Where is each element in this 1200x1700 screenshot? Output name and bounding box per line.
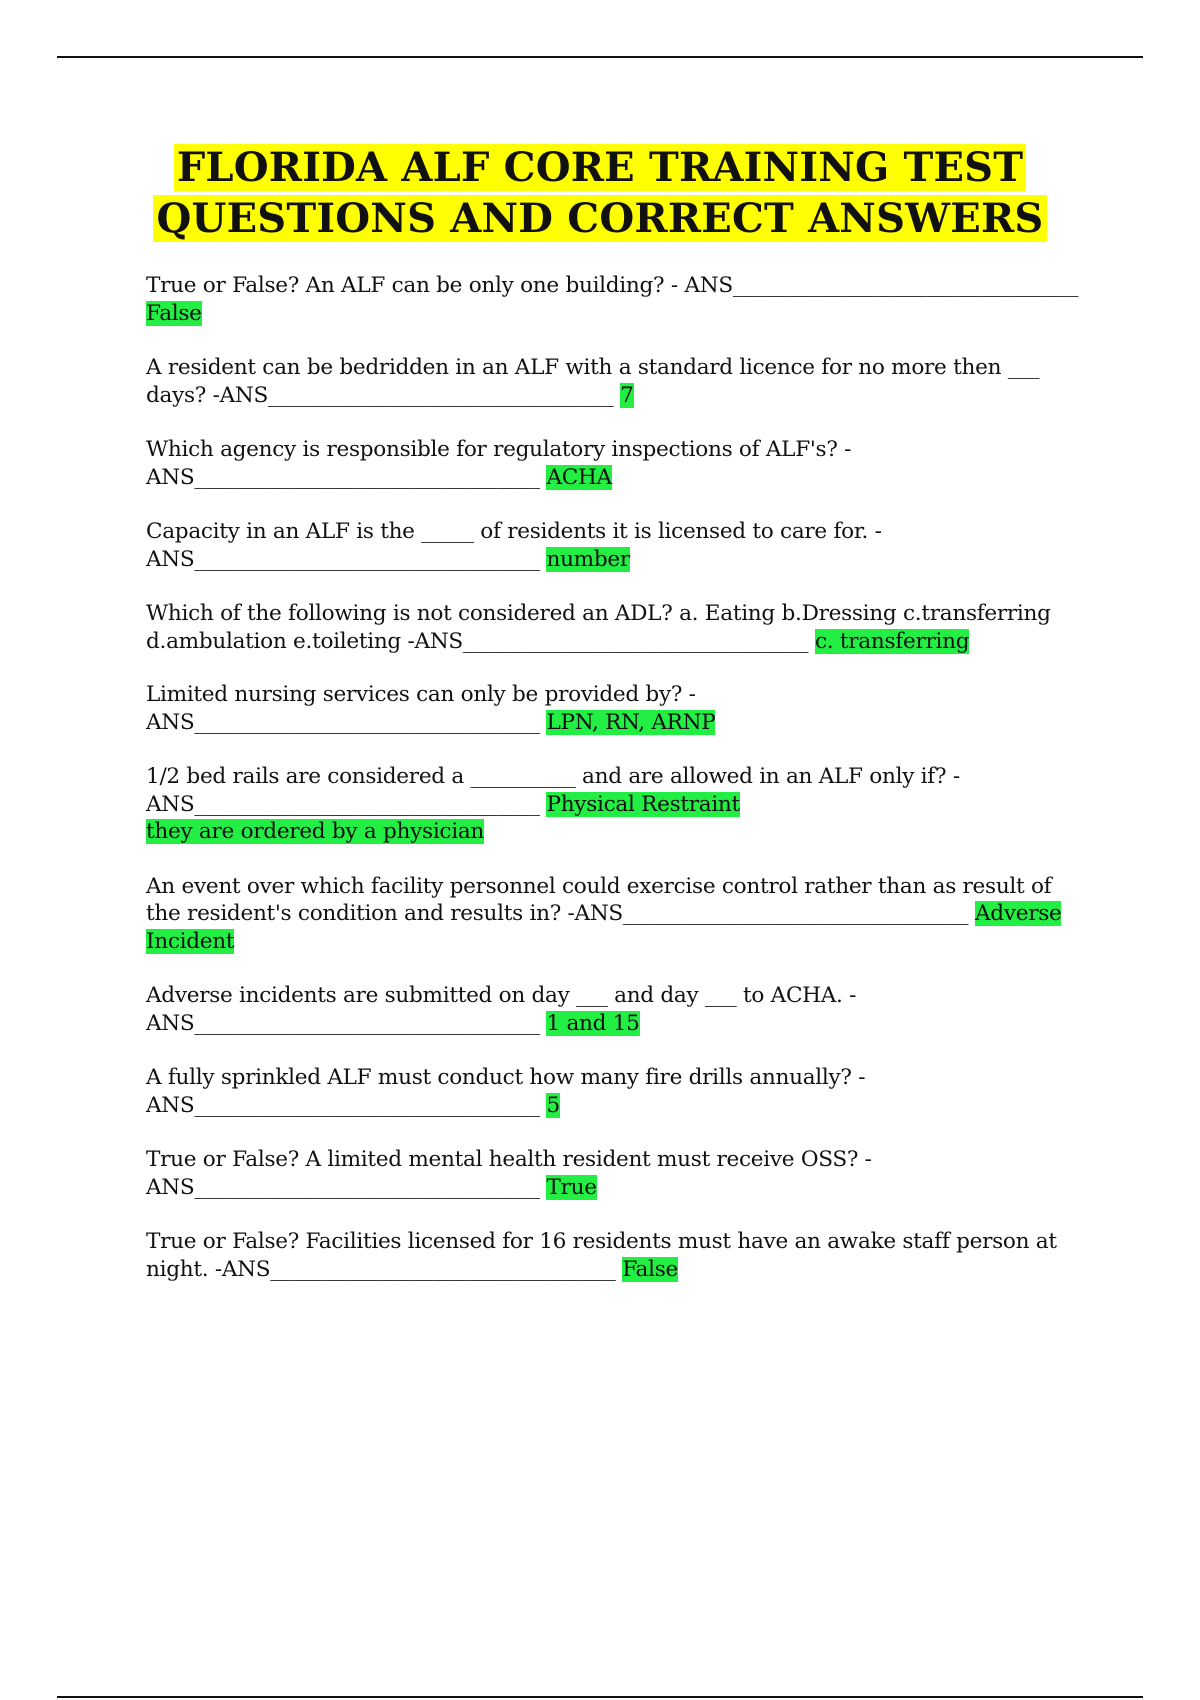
title-line-1: FLORIDA ALF CORE TRAINING TEST [174,144,1026,191]
answer-highlight: False [622,1256,678,1282]
qa-list [146,272,1086,1310]
ans-prefix: e.toileting -ANS [293,628,463,654]
question-text: Which agency is responsible for regulatory inspections of ALF's? - [146,437,852,462]
answer-blank: ________________________________ [194,1174,540,1200]
ans-prefix: ANS [146,1092,195,1118]
answer-blank: ________________________________ [194,464,540,490]
answer-highlight: 7 [620,382,634,408]
option-text: d.ambulation [146,628,287,654]
answer-highlight: 5 [546,1092,560,1118]
answer-blank: ________________________________ [270,1256,616,1282]
answer-blank: ________________________________ [194,709,540,735]
answer-blank: ________________________________ [194,546,540,572]
answer-highlight: number [546,546,630,572]
ans-prefix: ANS [684,273,733,298]
answer-highlight: True [546,1174,597,1200]
answer-blank: ________________________________ [194,1092,540,1118]
ans-prefix: ANS [146,1010,195,1036]
ans-prefix: night. -ANS [146,1256,271,1282]
title-line-2: QUESTIONS AND CORRECT ANSWERS [153,195,1046,242]
question-text: Adverse incidents are submitted on day ___ and day ___ to ACHA. - [146,983,857,1008]
qa-item [146,1064,1086,1119]
answer-blank: ________________________________ [732,273,1079,298]
question-text: 1/2 bed rails are considered a __________ and are allowed in an ALF only if? - [146,764,960,789]
qa-item [146,681,1086,736]
option-text: a. Eating [679,601,775,626]
ans-prefix: ANS [146,791,195,817]
question-text: True or False? Facilities licensed for 16 residents must have an awake staff person at [146,1229,1057,1254]
answer-blank: ________________________________ [622,901,969,926]
answer-blank: ________________________________ [462,628,809,654]
ans-prefix: days? -ANS [146,382,268,408]
qa-item [146,518,1086,573]
question-text: A fully sprinkled ALF must conduct how many fire drills annually? - [146,1065,866,1090]
question-text: An event over which facility personnel could exercise control rather than as result of the [146,873,1052,926]
qa-item [146,436,1086,491]
qa-item [146,1228,1086,1283]
option-text: b.Dressing [781,601,897,626]
answer-highlight: 1 and 15 [546,1010,640,1036]
answer-highlight: Adverse [975,901,1062,926]
option-text: c.transferring [903,601,1051,626]
qa-item [146,1146,1086,1201]
document-title [0,142,1200,244]
question-text: A resident can be bedridden in an ALF with a standard licence for no more then ___ [146,355,1040,380]
question-text: True or False? A limited mental health resident must receive OSS? - [146,1147,872,1172]
qa-item [146,982,1086,1037]
answer-blank: ________________________________ [194,791,540,817]
bottom-rule [57,1696,1143,1698]
ans-prefix: resident's condition and results in? -ANS [187,901,623,926]
ans-prefix: ANS [146,464,195,490]
answer-highlight: c. transferring [814,628,970,654]
answer-highlight-continued: Incident [146,928,235,954]
ans-prefix: ANS [146,546,195,572]
answer-highlight: Physical Restraint [546,791,740,817]
qa-item [146,600,1086,655]
answer-highlight: LPN, RN, ARNP [546,709,716,735]
answer-highlight: ACHA [546,464,612,490]
question-text: Capacity in an ALF is the _____ of residents it is licensed to care for. - [146,519,882,544]
question-text: Which of the following is not considered an ADL? [146,601,673,626]
question-text: Limited nursing services can only be provided by? - [146,682,696,707]
qa-item [146,354,1086,409]
answer-blank: ________________________________ [194,1010,540,1036]
qa-item [146,763,1086,846]
top-rule [57,56,1143,58]
answer-blank: ________________________________ [268,382,614,408]
ans-prefix: ANS [146,709,195,735]
qa-item [146,873,1086,956]
question-text: True or False? An ALF can be only one building? - [146,273,678,298]
answer-highlight: False [146,300,202,326]
answer-highlight-continued: they are ordered by a physician [146,819,485,844]
ans-prefix: ANS [146,1174,195,1200]
qa-item [146,272,1086,327]
